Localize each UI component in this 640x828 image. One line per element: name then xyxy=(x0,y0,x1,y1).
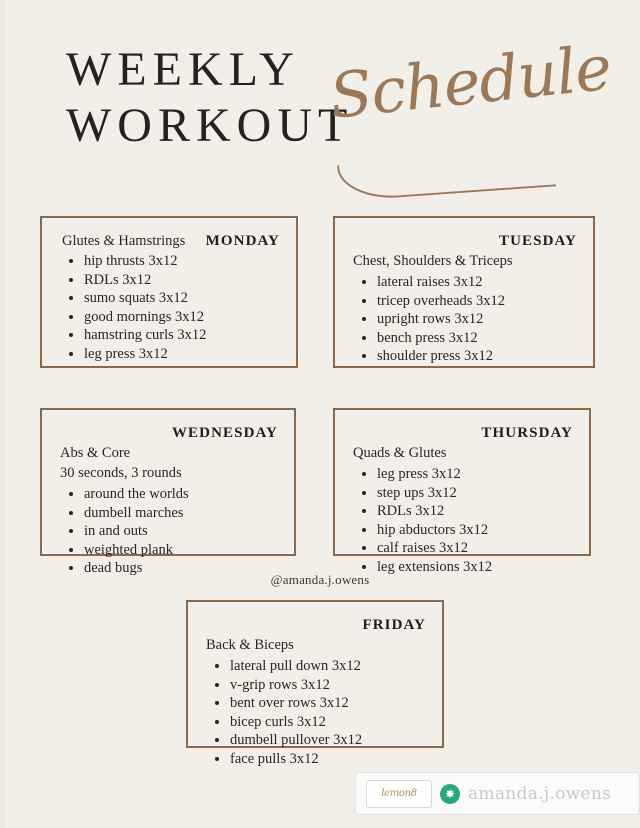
list-item: • face pulls 3x12 xyxy=(230,750,426,769)
poster-header xyxy=(0,30,640,190)
list-item: • leg press 3x12 xyxy=(84,345,280,364)
author-handle: @amanda.j.owens xyxy=(270,572,370,587)
list-item: • in and outs xyxy=(84,522,278,541)
day-label-thursday: THURSDAY xyxy=(481,425,573,441)
list-item: • bent over rows 3x12 xyxy=(230,694,426,713)
muscle-group-friday: Back & Biceps xyxy=(206,637,294,653)
workout-card-tuesday xyxy=(333,216,595,368)
list-item: • bench press 3x12 xyxy=(377,329,577,348)
exercise-list-wednesday xyxy=(58,485,278,578)
list-item: • hip thrusts 3x12 xyxy=(84,252,280,271)
workout-card-wednesday xyxy=(40,408,296,576)
workout-card-monday xyxy=(40,216,298,368)
list-item: • v-grip rows 3x12 xyxy=(230,676,426,695)
list-item: • leg extensions 3x12 xyxy=(377,558,573,577)
day-label-wednesday: WEDNESDAY xyxy=(171,425,278,441)
list-item: • good mornings 3x12 xyxy=(84,308,280,327)
title-line-1: WEEKLY xyxy=(66,43,300,96)
list-item: • shoulder press 3x12 xyxy=(377,347,577,366)
card-header-monday xyxy=(58,232,280,250)
exercise-list-friday xyxy=(204,657,426,768)
list-item: • weighted plank xyxy=(84,541,278,560)
list-item: • dead bugs xyxy=(84,559,278,578)
list-item: • calf raises 3x12 xyxy=(377,539,573,558)
title-block xyxy=(66,42,354,154)
leaf-icon: ✸ xyxy=(440,784,460,804)
list-item: • upright rows 3x12 xyxy=(377,310,577,329)
muscle-group-wednesday: Abs & Core xyxy=(60,445,131,461)
list-item: • hip abductors 3x12 xyxy=(377,521,573,540)
list-item: • RDLs 3x12 xyxy=(84,271,280,290)
muscle-group-thursday: Quads & Glutes xyxy=(353,445,447,461)
list-item: • bicep curls 3x12 xyxy=(230,713,426,732)
day-label-friday: FRIDAY xyxy=(362,617,426,633)
list-item: • step ups 3x12 xyxy=(377,484,573,503)
muscle-group-tuesday: Chest, Shoulders & Triceps xyxy=(353,253,513,269)
list-item: • tricep overheads 3x12 xyxy=(377,292,577,311)
watermark-bar xyxy=(355,772,640,815)
list-item: • sumo squats 3x12 xyxy=(84,289,280,308)
watermark-username: amanda.j.owens xyxy=(468,783,612,804)
script-underline-flourish xyxy=(337,150,556,201)
list-item: • dumbell pullover 3x12 xyxy=(230,731,426,750)
workout-note-wednesday: 30 seconds, 3 rounds xyxy=(60,465,182,481)
muscle-group-monday: Glutes & Hamstrings xyxy=(62,233,186,249)
list-item: • leg press 3x12 xyxy=(377,465,573,484)
list-item: • lateral pull down 3x12 xyxy=(230,657,426,676)
title-line-2: WORKOUT xyxy=(66,99,354,152)
exercise-list-tuesday xyxy=(351,273,577,366)
exercise-list-thursday xyxy=(351,465,573,576)
title-script-word: Schedule xyxy=(326,30,615,133)
list-item: • RDLs 3x12 xyxy=(377,502,573,521)
list-item: • around the worlds xyxy=(84,485,278,504)
list-item: • hamstring curls 3x12 xyxy=(84,326,280,345)
lemon8-logo-icon: lemon8 xyxy=(366,780,432,808)
day-label-tuesday: TUESDAY xyxy=(498,233,577,249)
workout-card-thursday xyxy=(333,408,591,575)
list-item: • lateral raises 3x12 xyxy=(377,273,577,292)
exercise-list-monday xyxy=(58,252,280,363)
workout-card-friday xyxy=(186,600,444,767)
day-label-monday: MONDAY xyxy=(205,233,280,249)
list-item: • dumbell marches xyxy=(84,504,278,523)
